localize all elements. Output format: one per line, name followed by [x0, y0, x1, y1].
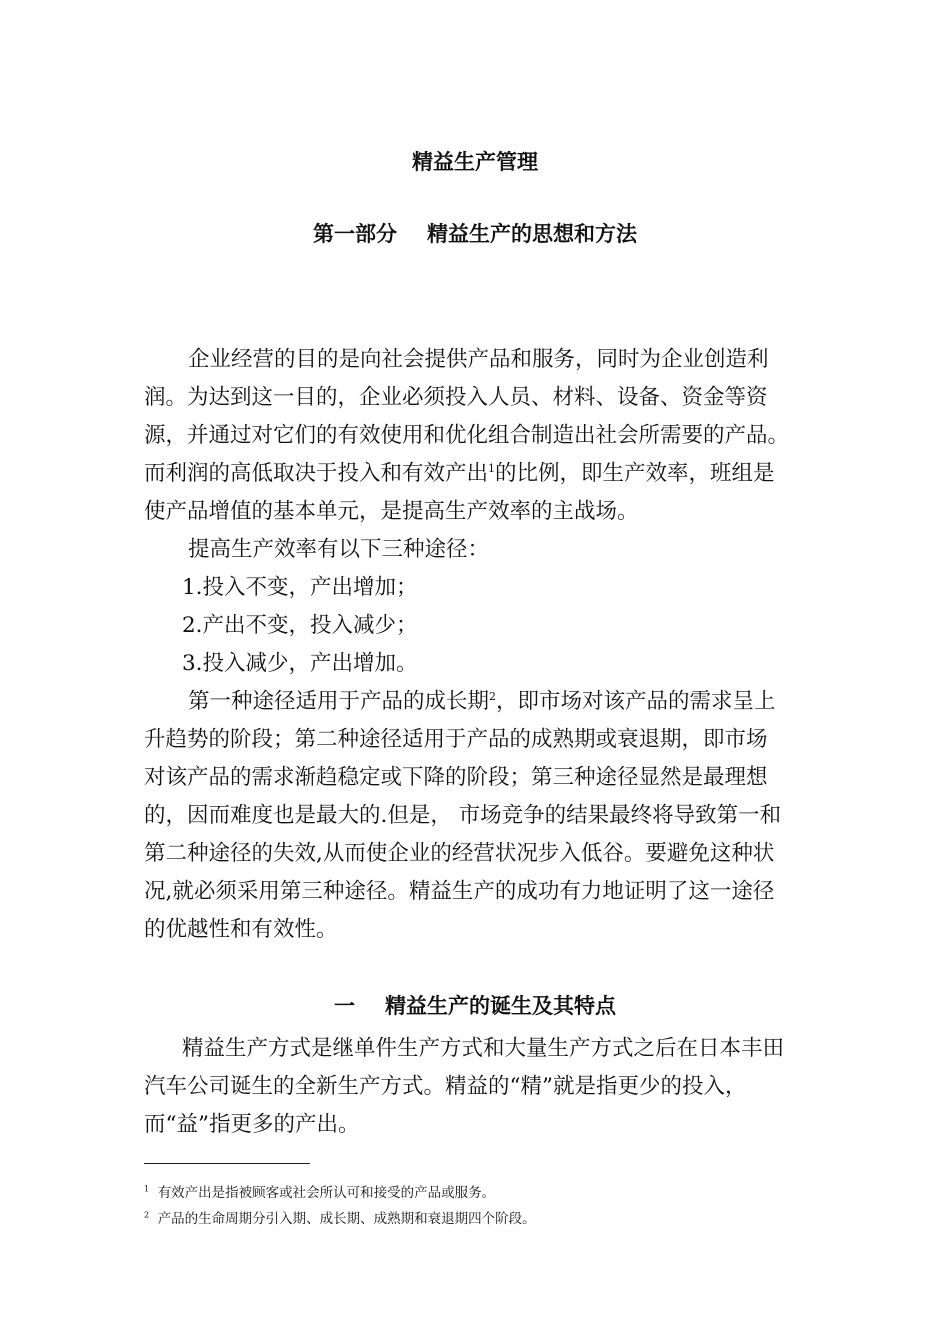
paragraph-line: 对该产品的需求渐趋稳定或下降的阶段；第三种途径显然是最理想	[144, 765, 768, 790]
paragraph-methods	[144, 531, 806, 683]
document-title: 精益生产管理	[412, 150, 538, 174]
paragraph-line: 润。为达到这一目的，企业必须投入人员、材料、设备、资金等资	[144, 385, 768, 410]
section-number: 一	[334, 994, 355, 1018]
footnote-text: 有效产出是指被顾客或社会所认可和接受的产品或服务。	[157, 1185, 496, 1201]
part-label: 第一部分	[313, 222, 397, 246]
footnote-ref-2[interactable]: 2	[489, 689, 497, 703]
paragraph-intro	[144, 341, 806, 531]
paragraph-line: 的优越性和有效性。	[144, 917, 338, 942]
footnote-2	[144, 1206, 844, 1232]
part-heading	[0, 219, 950, 249]
footnote-separator	[144, 1163, 310, 1164]
text-run: 第一种途径适用于产品的成长期	[188, 689, 490, 714]
paragraph-lean-definition	[144, 1030, 806, 1144]
footnotes	[144, 1180, 844, 1232]
paragraph-line: 升趋势的阶段；第二种途径适用于产品的成熟期或衰退期，即市场	[144, 727, 768, 752]
paragraph-analysis	[144, 683, 806, 949]
paragraph-line: 使产品增值的基本单元，是提高生产效率的主战场。	[144, 499, 639, 524]
footnote-mark: 2	[144, 1210, 150, 1220]
footnote-mark: 1	[144, 1184, 150, 1194]
footnote-text: 产品的生命周期分引入期、成长期、成熟期和衰退期四个阶段。	[157, 1211, 536, 1227]
paragraph-line: 而“益”指更多的产出。	[144, 1112, 360, 1137]
paragraph-line: 的，因而难度也是最大的.但是， 市场竞争的结果最终将导致第一和	[144, 803, 782, 828]
footnote-1	[144, 1180, 844, 1206]
part-title: 精益生产的思想和方法	[427, 222, 637, 246]
section-heading	[0, 990, 950, 1022]
paragraph-line: 提高生产效率有以下三种途径：	[188, 537, 490, 562]
paragraph-line: 企业经营的目的是向社会提供产品和服务，同时为企业创造利	[188, 347, 769, 372]
footnote-ref-1[interactable]: 1	[488, 461, 496, 475]
paragraph-line: 况,就必须采用第三种途径。精益生产的成功有力地证明了这一途径	[144, 879, 775, 904]
text-run: 而利润的高低取决于投入和有效产出	[144, 461, 489, 486]
paragraph-line: 精益生产方式是继单件生产方式和大量生产方式之后在日本丰田	[182, 1036, 785, 1061]
list-item: 2.产出不变，投入减少；	[182, 613, 418, 638]
paragraph-line	[144, 683, 806, 721]
paragraph-line: 汽车公司诞生的全新生产方式。精益的“精”就是指更少的投入，	[144, 1074, 747, 1099]
text-run: 的比例，即生产效率，班组是	[495, 461, 775, 486]
list-item: 1.投入不变，产出增加；	[182, 575, 418, 600]
paragraph-line: 第二种途径的失效,从而使企业的经营状况步入低谷。要避免这种状	[144, 841, 775, 866]
paragraph-line: 源，并通过对它们的有效使用和优化组合制造出社会所需要的产品。	[144, 423, 790, 448]
list-item: 3.投入减少，产出增加。	[182, 651, 418, 676]
section-title: 精益生产的诞生及其特点	[385, 994, 616, 1018]
paragraph-line	[144, 455, 806, 493]
text-run: ，即市场对该产品的需求呈上	[496, 689, 776, 714]
